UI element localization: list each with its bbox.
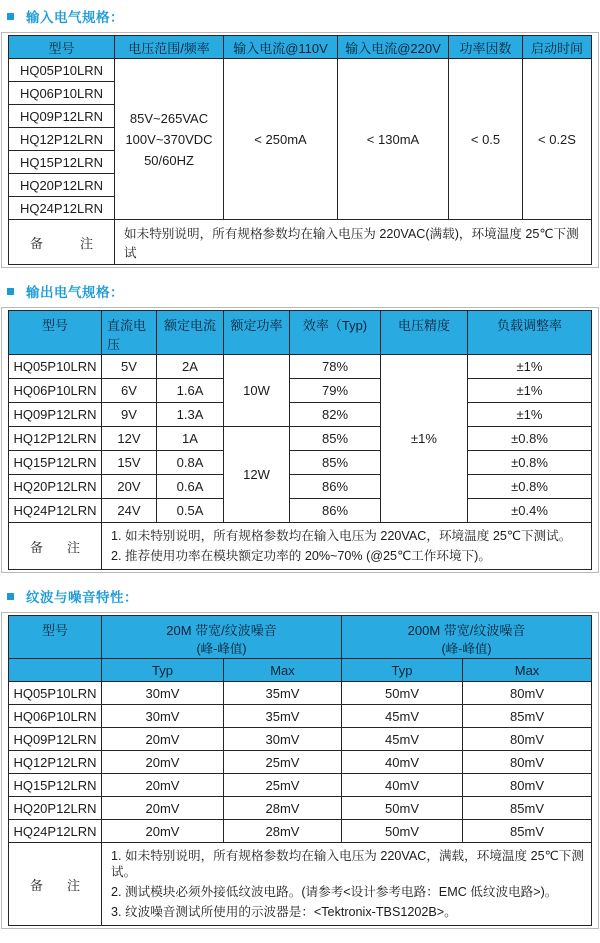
header-cell-current-110: 输入电流@110V: [224, 36, 338, 59]
header-cell-max: Max: [224, 659, 342, 682]
note-label-cell: [9, 220, 115, 265]
header-cell-model: 型号: [9, 311, 102, 355]
header-cell-model: 型号: [9, 36, 115, 59]
startup-time-cell: < 0.2S: [523, 59, 592, 220]
table-row: [9, 774, 592, 797]
efficiency-cell: 85%: [290, 451, 381, 475]
header-cell-blank: [9, 659, 102, 682]
ripple-value-cell: 20mV: [102, 774, 224, 797]
model-cell: HQ06P10LRN: [9, 379, 102, 403]
model-cell: HQ15P12LRN: [9, 151, 115, 174]
table-row: [9, 705, 592, 728]
model-cell: HQ20P12LRN: [9, 797, 102, 820]
model-cell: HQ09P12LRN: [9, 105, 115, 128]
input-table-frame: [1, 32, 599, 268]
current-cell: 0.8A: [157, 451, 224, 475]
input-section-title: [7, 7, 600, 25]
model-cell: HQ09P12LRN: [9, 403, 102, 427]
group-header-line: 200M 带宽/纹波噪音: [407, 623, 526, 638]
efficiency-cell: 85%: [290, 427, 381, 451]
model-cell: HQ05P10LRN: [9, 59, 115, 82]
header-group-200m: [342, 616, 592, 659]
load-regulation-cell: ±1%: [468, 355, 592, 379]
ripple-value-cell: 20mV: [102, 820, 224, 843]
current-220-cell: < 130mA: [338, 59, 449, 220]
note-text-cell: [102, 843, 592, 926]
ripple-value-cell: 28mV: [224, 797, 342, 820]
note-label-cell: [9, 843, 102, 926]
ripple-value-cell: 80mV: [463, 728, 592, 751]
header-cell-dc-voltage: 直流电压: [102, 311, 157, 355]
input-spec-section: [0, 7, 600, 268]
model-cell: HQ24P12LRN: [9, 499, 102, 523]
model-cell: HQ15P12LRN: [9, 451, 102, 475]
model-cell: HQ24P12LRN: [9, 197, 115, 220]
table-row: [9, 475, 592, 499]
current-cell: 0.5A: [157, 499, 224, 523]
efficiency-cell: 86%: [290, 499, 381, 523]
group-header-line: (峰-峰值): [196, 642, 247, 656]
ripple-value-cell: 50mV: [342, 682, 463, 705]
ripple-value-cell: 80mV: [463, 751, 592, 774]
table-row: [9, 751, 592, 774]
ripple-value-cell: 25mV: [224, 774, 342, 797]
model-cell: HQ06P10LRN: [9, 82, 115, 105]
ripple-value-cell: 85mV: [463, 705, 592, 728]
ripple-value-cell: 35mV: [224, 705, 342, 728]
ripple-value-cell: 85mV: [463, 820, 592, 843]
table-row: [9, 379, 592, 403]
model-cell: HQ24P12LRN: [9, 820, 102, 843]
note-row: [9, 220, 592, 265]
ripple-value-cell: 25mV: [224, 751, 342, 774]
efficiency-cell: 78%: [290, 355, 381, 379]
note-label-char: 注: [66, 877, 80, 893]
table-row: [9, 355, 592, 379]
ripple-value-cell: 35mV: [224, 682, 342, 705]
header-cell-startup-time: 启动时间: [523, 36, 592, 59]
current-cell: 1.6A: [157, 379, 224, 403]
model-cell: HQ05P10LRN: [9, 355, 102, 379]
ripple-value-cell: 30mV: [102, 682, 224, 705]
model-cell: HQ12P12LRN: [9, 751, 102, 774]
model-cell: HQ20P12LRN: [9, 174, 115, 197]
section-title-text: 纹波与噪音特性：: [26, 590, 138, 605]
output-spec-section: [0, 282, 600, 573]
header-cell-rated-current: 额定电流: [157, 311, 224, 355]
table-row: [9, 728, 592, 751]
vdc-cell: 20V: [102, 475, 157, 499]
voltage-range-line: 100V~370VDC: [125, 131, 213, 147]
note-row: [9, 843, 592, 926]
vdc-cell: 5V: [102, 355, 157, 379]
ripple-value-cell: 50mV: [342, 797, 463, 820]
note-row: [9, 523, 592, 570]
section-title-text: 输出电气规格：: [26, 285, 124, 300]
note-line: 1. 如未特别说明，所有规格参数均在输入电压为 220VAC，环境温度 25℃下测试。: [111, 529, 572, 543]
table-row: [9, 499, 592, 523]
load-regulation-cell: ±0.8%: [468, 427, 592, 451]
table-row: [9, 682, 592, 705]
voltage-precision-cell: ±1%: [381, 355, 468, 523]
model-cell: HQ09P12LRN: [9, 728, 102, 751]
note-label-char: 备: [30, 539, 44, 555]
ripple-value-cell: 20mV: [102, 728, 224, 751]
ripple-table-frame: [1, 612, 599, 929]
ripple-noise-table: [8, 615, 592, 926]
input-spec-table: [8, 35, 592, 265]
ripple-value-cell: 50mV: [342, 820, 463, 843]
header-cell-typ: Typ: [102, 659, 224, 682]
header-cell-model: 型号: [9, 616, 102, 659]
voltage-range-line: 50/60HZ: [144, 152, 194, 168]
output-table-frame: [1, 307, 599, 573]
rated-power-cell: 12W: [224, 427, 290, 523]
load-regulation-cell: ±0.8%: [468, 451, 592, 475]
note-label-char: 备: [30, 877, 44, 893]
power-factor-cell: < 0.5: [449, 59, 523, 220]
output-spec-table: [8, 310, 592, 570]
output-section-title: [7, 282, 600, 300]
square-bullet-icon: [7, 13, 14, 20]
table-row: [9, 451, 592, 475]
ripple-value-cell: 20mV: [102, 751, 224, 774]
current-cell: 0.6A: [157, 475, 224, 499]
ripple-value-cell: 40mV: [342, 751, 463, 774]
ripple-value-cell: 20mV: [102, 797, 224, 820]
voltage-range-cell: [115, 59, 224, 220]
ripple-value-cell: 45mV: [342, 728, 463, 751]
header-cell-current-220: 输入电流@220V: [338, 36, 449, 59]
ripple-value-cell: 30mV: [224, 728, 342, 751]
note-label-char: 注: [66, 539, 80, 555]
header-cell-power-factor: 功率因数: [449, 36, 523, 59]
ripple-noise-section: [0, 587, 600, 929]
header-cell-load-regulation: 负载调整率: [468, 311, 592, 355]
vdc-cell: 9V: [102, 403, 157, 427]
table-row: [9, 427, 592, 451]
note-line: 1. 如未特别说明，所有规格参数均在输入电压为 220VAC，满载，环境温度 25℃下测试。: [111, 849, 584, 879]
note-line: 2. 推荐使用功率在模块额定功率的 20%~70% (@25℃工作环境下)。: [111, 549, 491, 563]
load-regulation-cell: ±1%: [468, 379, 592, 403]
note-line: 2. 测试模块必须外接低纹波电路。(请参考<设计参考电路：EMC 低纹波电路>)。: [111, 885, 558, 899]
table-row: [9, 797, 592, 820]
table-row: [9, 403, 592, 427]
square-bullet-icon: [7, 288, 14, 295]
table-row: [9, 59, 592, 82]
model-cell: HQ15P12LRN: [9, 774, 102, 797]
vdc-cell: 24V: [102, 499, 157, 523]
model-cell: HQ12P12LRN: [9, 427, 102, 451]
ripple-value-cell: 85mV: [463, 797, 592, 820]
note-text-cell: [102, 523, 592, 570]
voltage-range-line: 85V~265VAC: [129, 110, 209, 126]
note-label-char: 备: [30, 235, 44, 251]
model-cell: HQ05P10LRN: [9, 682, 102, 705]
square-bullet-icon: [7, 593, 14, 600]
current-cell: 1A: [157, 427, 224, 451]
header-cell-max: Max: [463, 659, 592, 682]
ripple-section-title: [7, 587, 600, 605]
current-cell: 1.3A: [157, 403, 224, 427]
current-cell: 2A: [157, 355, 224, 379]
header-group-20m: [102, 616, 342, 659]
ripple-value-cell: 40mV: [342, 774, 463, 797]
vdc-cell: 12V: [102, 427, 157, 451]
load-regulation-cell: ±0.8%: [468, 475, 592, 499]
efficiency-cell: 82%: [290, 403, 381, 427]
model-cell: HQ06P10LRN: [9, 705, 102, 728]
section-title-text: 输入电气规格：: [26, 10, 124, 25]
model-cell: HQ12P12LRN: [9, 128, 115, 151]
current-110-cell: < 250mA: [224, 59, 338, 220]
efficiency-cell: 79%: [290, 379, 381, 403]
model-cell: HQ20P12LRN: [9, 475, 102, 499]
note-line: 3. 纹波噪音测试所使用的示波器是：<Tektronix-TBS1202B>。: [111, 905, 457, 919]
header-cell-voltage-precision: 电压精度: [381, 311, 468, 355]
table-row: [9, 820, 592, 843]
group-header-line: (峰-峰值): [441, 642, 492, 656]
header-cell-rated-power: 额定功率: [224, 311, 290, 355]
note-label-char: 注: [79, 235, 93, 251]
rated-power-cell: 10W: [224, 355, 290, 427]
header-cell-typ: Typ: [342, 659, 463, 682]
load-regulation-cell: ±0.4%: [468, 499, 592, 523]
ripple-value-cell: 80mV: [463, 682, 592, 705]
ripple-value-cell: 30mV: [102, 705, 224, 728]
note-label-cell: [9, 523, 102, 570]
header-cell-efficiency: 效率（Typ): [290, 311, 381, 355]
note-text-cell: 如未特别说明，所有规格参数均在输入电压为 220VAC(满载)，环境温度 25℃下测试: [115, 220, 592, 265]
vdc-cell: 15V: [102, 451, 157, 475]
load-regulation-cell: ±1%: [468, 403, 592, 427]
ripple-value-cell: 45mV: [342, 705, 463, 728]
ripple-value-cell: 80mV: [463, 774, 592, 797]
ripple-value-cell: 28mV: [224, 820, 342, 843]
vdc-cell: 6V: [102, 379, 157, 403]
efficiency-cell: 86%: [290, 475, 381, 499]
group-header-line: 20M 带宽/纹波噪音: [166, 623, 277, 638]
header-cell-voltage-range: 电压范围/频率: [115, 36, 224, 59]
